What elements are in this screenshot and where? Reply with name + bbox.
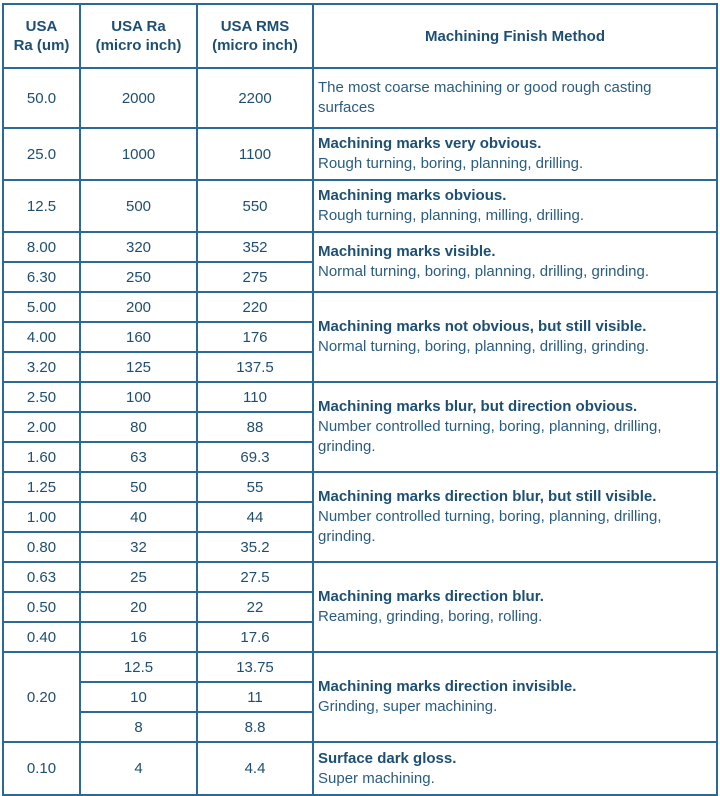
ra-um-cell: 25.0: [3, 128, 80, 180]
rms-microinch-cell: 17.6: [197, 622, 313, 652]
ra-microinch-cell: 2000: [80, 68, 197, 128]
method-cell: [313, 292, 717, 382]
ra-microinch-cell: 32: [80, 532, 197, 562]
rms-microinch-cell: 176: [197, 322, 313, 352]
ra-um-cell: 0.20: [3, 652, 80, 742]
method-title: Machining marks not obvious, but still visible.: [318, 318, 647, 335]
ra-um-cell: 50.0: [3, 68, 80, 128]
ra-microinch-cell: 320: [80, 232, 197, 262]
ra-um-cell: 3.20: [3, 352, 80, 382]
method-title: Machining marks direction blur, but still visible.: [318, 488, 657, 505]
header-ra-um: USA Ra (um): [3, 4, 80, 68]
rms-microinch-cell: 110: [197, 382, 313, 412]
rms-microinch-cell: 352: [197, 232, 313, 262]
method-cell: [313, 382, 717, 472]
table-row: [3, 742, 717, 795]
method-title: Machining marks obvious.: [318, 187, 507, 204]
rms-microinch-cell: 137.5: [197, 352, 313, 382]
rms-microinch-cell: 27.5: [197, 562, 313, 592]
table-row: [3, 562, 717, 592]
rms-microinch-cell: 35.2: [197, 532, 313, 562]
ra-um-cell: 5.00: [3, 292, 80, 322]
method-cell: [313, 652, 717, 742]
rms-microinch-cell: 1100: [197, 128, 313, 180]
table-row: [3, 128, 717, 180]
rms-microinch-cell: 220: [197, 292, 313, 322]
ra-um-cell: 12.5: [3, 180, 80, 232]
ra-microinch-cell: 80: [80, 412, 197, 442]
ra-microinch-cell: 125: [80, 352, 197, 382]
rms-microinch-cell: 4.4: [197, 742, 313, 795]
rms-microinch-cell: 55: [197, 472, 313, 502]
ra-microinch-cell: 25: [80, 562, 197, 592]
rms-microinch-cell: 13.75: [197, 652, 313, 682]
ra-microinch-cell: 10: [80, 682, 197, 712]
ra-microinch-cell: 50: [80, 472, 197, 502]
method-cell: [313, 232, 717, 292]
ra-um-cell: 2.00: [3, 412, 80, 442]
rms-microinch-cell: 69.3: [197, 442, 313, 472]
method-description: Normal turning, boring, planning, drilling, grinding.: [318, 263, 650, 280]
method-cell: [313, 742, 717, 795]
table-row: [3, 232, 717, 262]
method-cell: [313, 128, 717, 180]
ra-microinch-cell: 200: [80, 292, 197, 322]
ra-um-cell: 6.30: [3, 262, 80, 292]
ra-um-cell: 8.00: [3, 232, 80, 262]
ra-microinch-cell: 100: [80, 382, 197, 412]
header-rms-microinch: USA RMS (micro inch): [197, 4, 313, 68]
ra-um-cell: 0.40: [3, 622, 80, 652]
rms-microinch-cell: 275: [197, 262, 313, 292]
ra-um-cell: 1.60: [3, 442, 80, 472]
ra-microinch-cell: 12.5: [80, 652, 197, 682]
table-row: [3, 652, 717, 682]
header-method: Machining Finish Method: [313, 4, 717, 68]
method-title: Machining marks visible.: [318, 243, 496, 260]
ra-microinch-cell: 16: [80, 622, 197, 652]
surface-finish-table: [2, 3, 718, 796]
rms-microinch-cell: 2200: [197, 68, 313, 128]
method-description: Grinding, super machining.: [318, 698, 498, 715]
method-title: Machining marks very obvious.: [318, 135, 542, 152]
method-cell: [313, 472, 717, 562]
method-cell: [313, 562, 717, 652]
ra-um-cell: 4.00: [3, 322, 80, 352]
ra-microinch-cell: 20: [80, 592, 197, 622]
ra-microinch-cell: 1000: [80, 128, 197, 180]
table-row: [3, 472, 717, 502]
header-row: [3, 4, 717, 68]
rms-microinch-cell: 11: [197, 682, 313, 712]
ra-um-cell: 2.50: [3, 382, 80, 412]
ra-um-cell: 1.25: [3, 472, 80, 502]
ra-microinch-cell: 8: [80, 712, 197, 742]
ra-um-cell: 0.63: [3, 562, 80, 592]
header-ra-microinch: USA Ra (micro inch): [80, 4, 197, 68]
ra-um-cell: 0.80: [3, 532, 80, 562]
method-description: Rough turning, planning, milling, drilling.: [318, 207, 584, 224]
rms-microinch-cell: 44: [197, 502, 313, 532]
ra-um-cell: 1.00: [3, 502, 80, 532]
rms-microinch-cell: 88: [197, 412, 313, 442]
method-title: Machining marks direction invisible.: [318, 678, 577, 695]
method-description: Normal turning, boring, planning, drilling, grinding.: [318, 338, 650, 355]
rms-microinch-cell: 22: [197, 592, 313, 622]
table-row: [3, 180, 717, 232]
method-cell: [313, 180, 717, 232]
ra-microinch-cell: 40: [80, 502, 197, 532]
table-row: [3, 292, 717, 322]
rms-microinch-cell: 8.8: [197, 712, 313, 742]
table-row: [3, 382, 717, 412]
method-title: Surface dark gloss.: [318, 749, 457, 767]
rms-microinch-cell: 550: [197, 180, 313, 232]
ra-microinch-cell: 160: [80, 322, 197, 352]
method-description: Number controlled turning, boring, planning, drilling, grinding.: [318, 418, 662, 455]
method-title: Machining marks direction blur.: [318, 588, 544, 605]
ra-microinch-cell: 63: [80, 442, 197, 472]
table-row: [3, 68, 717, 128]
ra-um-cell: 0.50: [3, 592, 80, 622]
method-title: Machining marks blur, but direction obvious.: [318, 398, 638, 415]
method-description: The most coarse machining or good rough casting surfaces: [318, 79, 652, 116]
ra-um-cell: 0.10: [3, 742, 80, 795]
method-cell: [313, 68, 717, 128]
ra-microinch-cell: 250: [80, 262, 197, 292]
method-description: Number controlled turning, boring, planning, drilling, grinding.: [318, 508, 662, 545]
method-description: Rough turning, boring, planning, drilling.: [318, 155, 584, 172]
method-description: Super machining.: [318, 769, 435, 787]
method-description: Reaming, grinding, boring, rolling.: [318, 608, 543, 625]
ra-microinch-cell: 500: [80, 180, 197, 232]
ra-microinch-cell: 4: [80, 742, 197, 795]
